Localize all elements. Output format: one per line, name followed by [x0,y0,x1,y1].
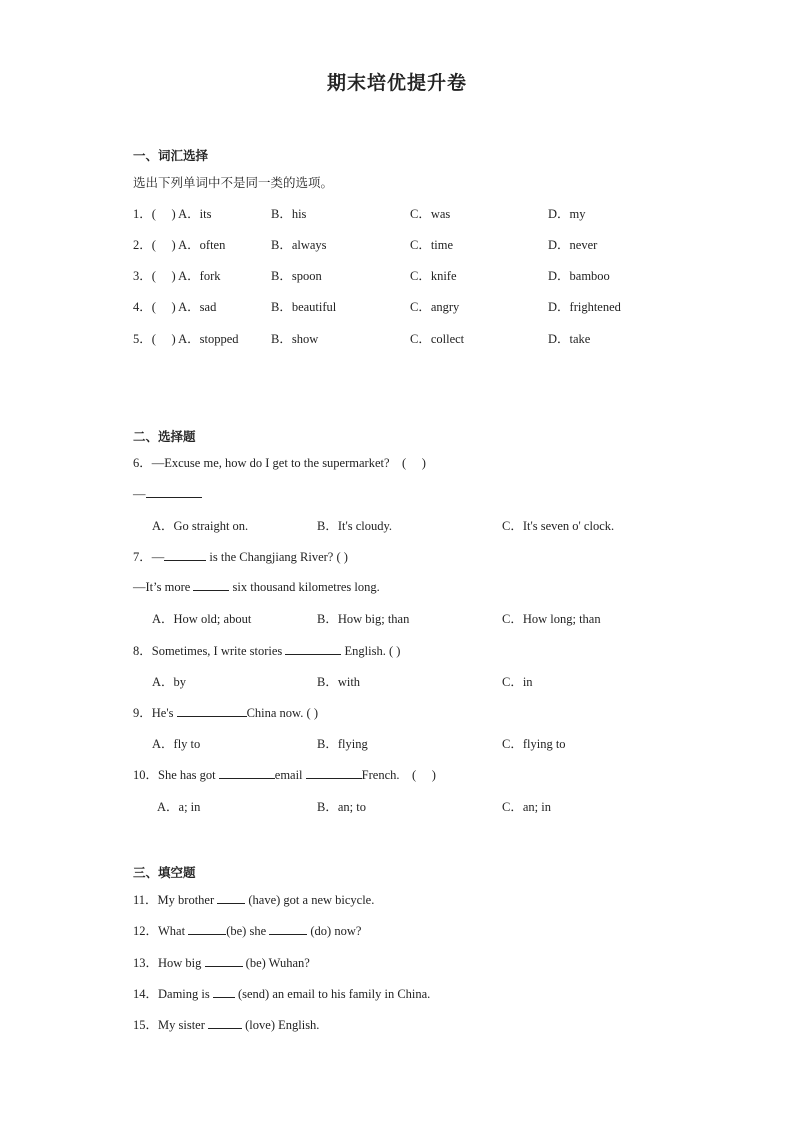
option-b: B．flying [317,737,368,751]
answer-blank[interactable] [213,985,235,998]
option-b: B．spoon [271,269,322,283]
option-c: C．was [410,207,451,221]
option-d: D．never [548,238,598,252]
option-b: B．always [271,238,327,252]
question-stem: 5．( ) A．stopped [133,332,239,346]
answer-blank[interactable] [285,642,341,655]
answer-blank[interactable] [177,704,247,717]
answer-blank[interactable] [269,922,307,935]
option-c: C．angry [410,300,460,314]
question-11: 11．My brother (have) got a new bicycle. [133,893,375,907]
option-d: D．bamboo [548,269,610,283]
page-title: 期末培优提升卷 [326,72,467,94]
option-c: C．an; in [502,800,551,814]
answer-blank[interactable] [306,766,362,779]
question-stem: 3．( ) A．fork [133,269,221,283]
option-a: A．by [152,675,187,689]
option-c: C．It's seven o' clock. [502,519,615,533]
answer-blank[interactable] [217,891,245,904]
section-heading-fill-in: 三、填空题 [133,865,196,880]
question-stem: 1．( ) A．its [133,207,212,221]
answer-blank[interactable] [208,1016,242,1029]
section-instruction: 选出下列单词中不是同一类的选项。 [133,175,334,190]
option-c: C．time [410,238,454,252]
question-15: 15．My sister (love) English. [133,1018,320,1032]
option-c: C．flying to [502,737,566,751]
question-13: 13．How big (be) Wuhan? [133,956,310,970]
option-b: B．with [317,675,361,689]
answer-blank[interactable] [164,548,206,561]
option-b: B．an; to [317,800,366,814]
question-10-stem: 10．She has got email French. ( ) [133,768,436,782]
option-a: A．fly to [152,737,201,751]
question-9-stem: 9．He's China now. ( ) [133,706,318,720]
answer-blank[interactable] [219,766,275,779]
answer-blank[interactable] [188,922,226,935]
option-c: C．in [502,675,533,689]
section-heading-vocabulary: 一、词汇选择 [133,148,209,163]
option-b: B．It's cloudy. [317,519,393,533]
question-8-stem: 8．Sometimes, I write stories English. ( ) [133,644,401,658]
option-a: A．a; in [157,800,201,814]
question-7-stem: 7．— is the Changjiang River? ( ) [133,550,348,564]
option-b: B．beautiful [271,300,337,314]
option-b: B．show [271,332,319,346]
option-b: B．How big; than [317,612,410,626]
option-b: B．his [271,207,307,221]
section-heading-multiple-choice: 二、选择题 [133,429,196,444]
option-d: D．my [548,207,586,221]
option-c: C．knife [410,269,457,283]
question-6-answer-line: — [133,485,202,502]
answer-blank[interactable] [205,954,243,967]
question-12: 12．What (be) she (do) now? [133,924,362,938]
question-stem: 4．( ) A．sad [133,300,217,314]
option-c: C．How long; than [502,612,601,626]
option-a: A．How old; about [152,612,252,626]
answer-blank[interactable] [193,578,229,591]
question-14: 14．Daming is (send) an email to his family in China. [133,987,431,1001]
question-stem: 2．( ) A．often [133,238,226,252]
option-d: D．frightened [548,300,621,314]
question-6-stem: 6．—Excuse me, how do I get to the supermarket? ( ) [133,456,426,470]
option-a: A．Go straight on. [152,519,249,533]
answer-blank[interactable] [146,485,202,498]
option-c: C．collect [410,332,465,346]
option-d: D．take [548,332,591,346]
question-7-line2: —It’s more six thousand kilometres long. [133,580,380,594]
